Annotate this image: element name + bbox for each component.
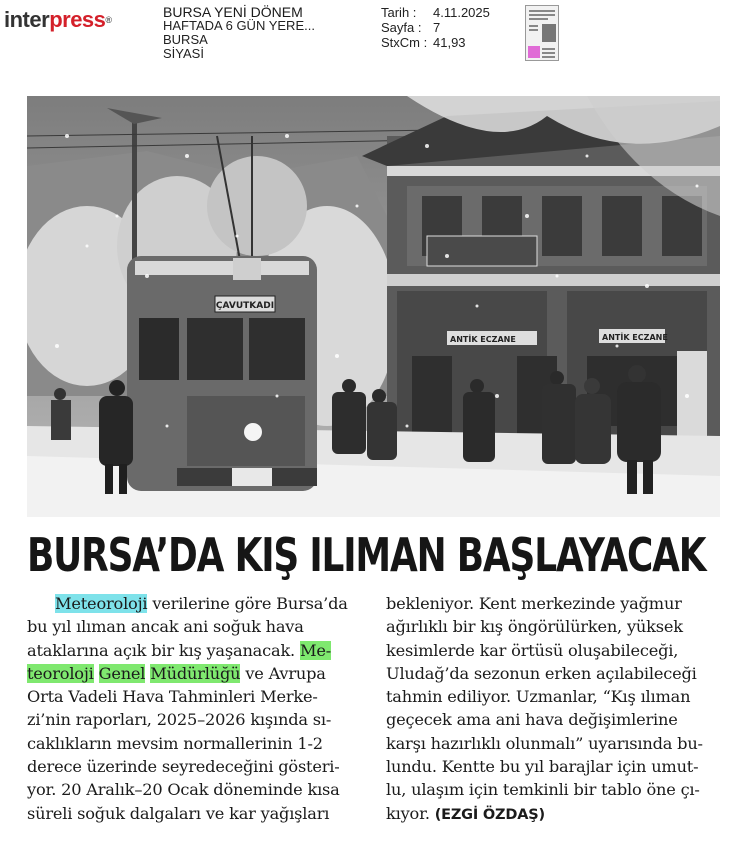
text-segment <box>94 664 99 683</box>
text-line <box>27 802 367 825</box>
text-segment: süreli soğuk dalgaları ve kar yağışları <box>27 803 330 823</box>
text-line: Uludağ’da sezonun erken açılabileceği <box>386 663 697 683</box>
text-segment: yor. 20 Aralık–20 Ocak döneminde kısa <box>27 780 340 800</box>
text-line: bekleniyor. Kent merkezinde yağmur <box>386 594 682 613</box>
text-line <box>27 592 367 615</box>
tram-destination-sign: ÇAVUTKADI <box>215 301 275 311</box>
text-line: kesimlerde kar örtüsü oluşabileceği, <box>386 640 679 660</box>
page-value: 7 <box>433 20 441 35</box>
text-line: geçecek ama ani hava değişimlerine <box>386 710 678 730</box>
text-line: karşı hazırlıklı olunmalı” uyarısında bu- <box>386 733 703 753</box>
page-thumbnail[interactable] <box>525 5 559 61</box>
interpress-logo: interpress® <box>4 7 112 32</box>
highlighted-term: teoroloji <box>27 663 94 683</box>
publication-name: BURSA YENİ DÖNEM <box>163 4 303 20</box>
stxcm-value: 41,93 <box>433 35 466 50</box>
article-headline: BURSA’DA KIŞ ILIMAN BAŞLAYACAK <box>27 528 706 582</box>
text-line-last <box>386 802 724 825</box>
closing-word: kıyor. <box>386 803 430 823</box>
text-segment: ataklarına açık bir kış yaşanacak. <box>27 640 300 660</box>
highlighted-term: Genel <box>98 663 146 683</box>
stxcm-label: StxCm : <box>381 35 428 50</box>
text-line: lu, ulaşım için temkinli bir tablo öne çı- <box>386 780 700 800</box>
text-segment: bu yıl ılıman ancak ani soğuk hava <box>27 617 304 637</box>
highlighted-term: Meteoroloji <box>55 594 148 613</box>
date-value: 4.11.2025 <box>433 5 490 20</box>
byline: (EZGİ ÖZDAŞ) <box>434 806 545 823</box>
text-line <box>27 755 367 778</box>
article-column-2 <box>386 592 724 825</box>
text-segment: derece üzerinde seyredeceğini gösteri- <box>27 757 340 777</box>
publication-city: BURSA <box>163 32 208 47</box>
text-segment: Orta Vadeli Hava Tahminleri Merke- <box>27 687 318 707</box>
text-line: tahmin ediliyor. Uzmanlar, “Kış ılıman <box>386 687 691 707</box>
text-line: lundu. Kentte bu yıl barajlar için umut- <box>386 757 699 777</box>
text-line <box>27 685 367 708</box>
text-segment: zi’nin raporları, 2025–2026 kışında sı- <box>27 710 332 730</box>
logo-text: interpress <box>4 7 106 32</box>
highlighted-term: Müdürlüğü <box>150 663 241 683</box>
text-segment: verilerine göre Bursa’da <box>147 594 348 613</box>
text-segment: ve Avrupa <box>240 663 326 683</box>
text-segment: caklıkların mevsim normallerinin 1-2 <box>27 733 323 753</box>
text-line <box>27 662 367 685</box>
publication-category: SİYASİ <box>163 46 204 61</box>
shop-sign-2: ANTİK ECZANE <box>602 333 668 342</box>
text-line <box>27 778 367 801</box>
article-column-1 <box>27 592 367 825</box>
clip-metadata <box>381 5 490 50</box>
text-line <box>27 615 367 638</box>
page-label: Sayfa : <box>381 20 422 35</box>
publication-info <box>163 5 315 61</box>
text-line <box>27 732 367 755</box>
article-photo <box>27 96 720 517</box>
shop-sign-1: ANTİK ECZANE <box>450 335 516 344</box>
date-label: Tarih : <box>381 5 417 20</box>
highlighted-term: Me- <box>299 640 331 660</box>
text-line: ağırlıklı bir kış öngörülürken, yüksek <box>386 617 683 637</box>
publication-frequency: HAFTADA 6 GÜN YERE... <box>163 18 315 33</box>
text-line <box>27 708 367 731</box>
text-line <box>27 639 367 662</box>
